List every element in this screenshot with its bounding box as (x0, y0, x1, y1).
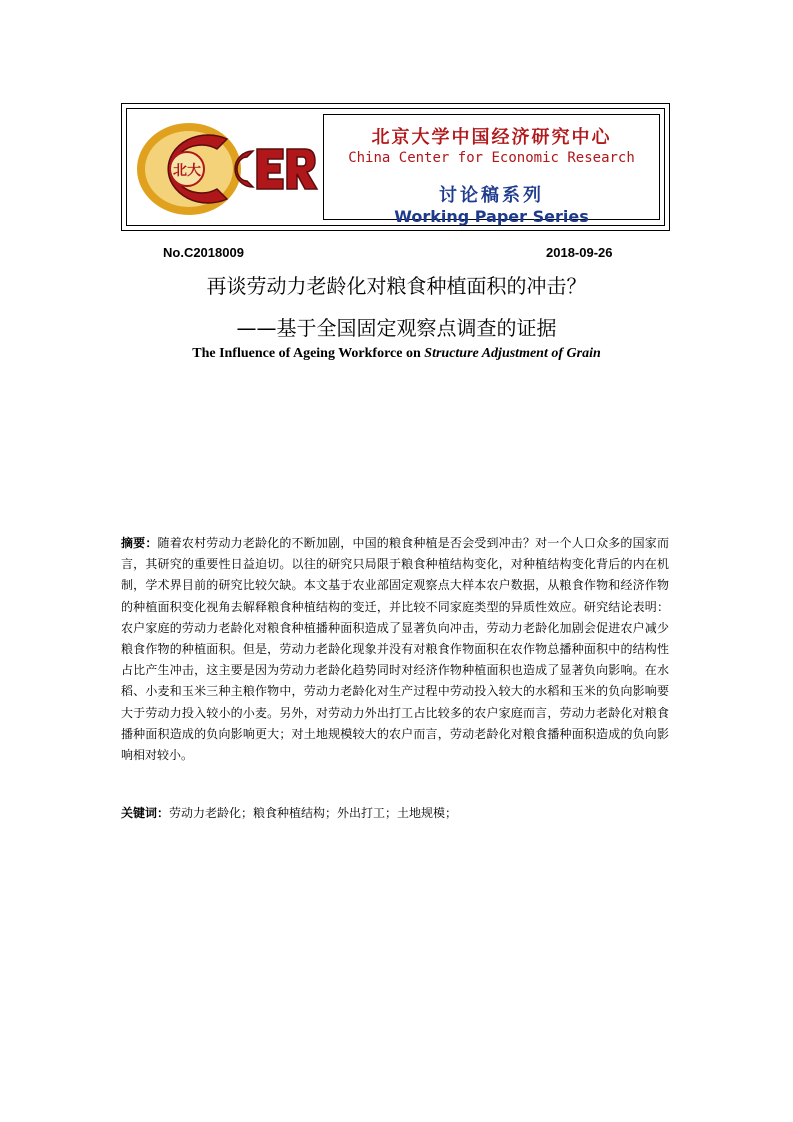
masthead-inner-frame (126, 108, 665, 226)
abstract (121, 533, 669, 766)
logo-seal-text: 北大 (173, 163, 201, 179)
series-name-cn: 讨论稿系列 (439, 185, 544, 206)
institution-name-en: China Center for Economic Research (348, 150, 635, 166)
paper-number: No.C2018009 (163, 245, 244, 260)
paper-date: 2018-09-26 (546, 245, 613, 260)
keywords-text: 劳动力老龄化；粮食种植结构；外出打工；土地规模； (169, 806, 458, 820)
abstract-label: 摘要： (121, 536, 158, 550)
title-en-italic: Structure Adjustment of Grain (424, 346, 601, 361)
masthead-title-panel (323, 114, 660, 226)
title-cn-line2: ——基于全国固定观察点调查的证据 (236, 316, 557, 340)
title-cn-line1: 再谈劳动力老龄化对粮食种植面积的冲击？ (206, 274, 587, 298)
keywords-label: 关键词： (121, 806, 170, 820)
abstract-text: 随着农村劳动力老龄化的不断加剧，中国的粮食种植是否会受到冲击？对一个人口众多的国家而言，其研究的重要性日益迫切。以往的研究只局限于粮食种植结构变化，对种植结构变化背后的内在机制，学术界目前的研究比较欠缺。本文基于农业部固定观察点大样本农户数据，从粮食作物和经济作物的种植面积变化视角去解释粮食种植结构的变迁，并比较不同家庭类型的异质性效应。研究结论表明：农户家庭的劳动力老龄化对粮食种植播种面积造成了显著负向冲击，劳动力老龄化加剧会促进农户减少粮食作物的种植面积。但是，劳动力老龄化现象并没有对粮食作物面积在农作物总播种面积中的结构性占比产生冲击，这主要是因为劳动力老龄化趋势同时对经济作物种植面积也造成了显著负向影响。在水稻、小麦和玉米三种主粮作物中，劳动力老龄化对生产过程中劳动投入较大的水稻和玉米的负向影响要大于劳动力投入较小的小麦。另外，对劳动力外出打工占比较多的农户家庭而言，劳动力老龄化对粮食播种面积造成的负向影响更大；对土地规模较大的农户而言，劳动老龄化对粮食播种面积造成的负向影响相对较小。 (121, 536, 669, 763)
keywords (121, 803, 669, 823)
masthead (121, 103, 670, 231)
ccer-logo-graphic (127, 109, 319, 227)
title-en-normal: The Influence of Ageing Workforce on (192, 346, 425, 361)
institution-name-cn: 北京大学中国经济研究中心 (371, 127, 612, 148)
title-en (0, 346, 793, 362)
series-name-en: Working Paper Series (394, 207, 589, 226)
ccer-logo (127, 109, 319, 225)
